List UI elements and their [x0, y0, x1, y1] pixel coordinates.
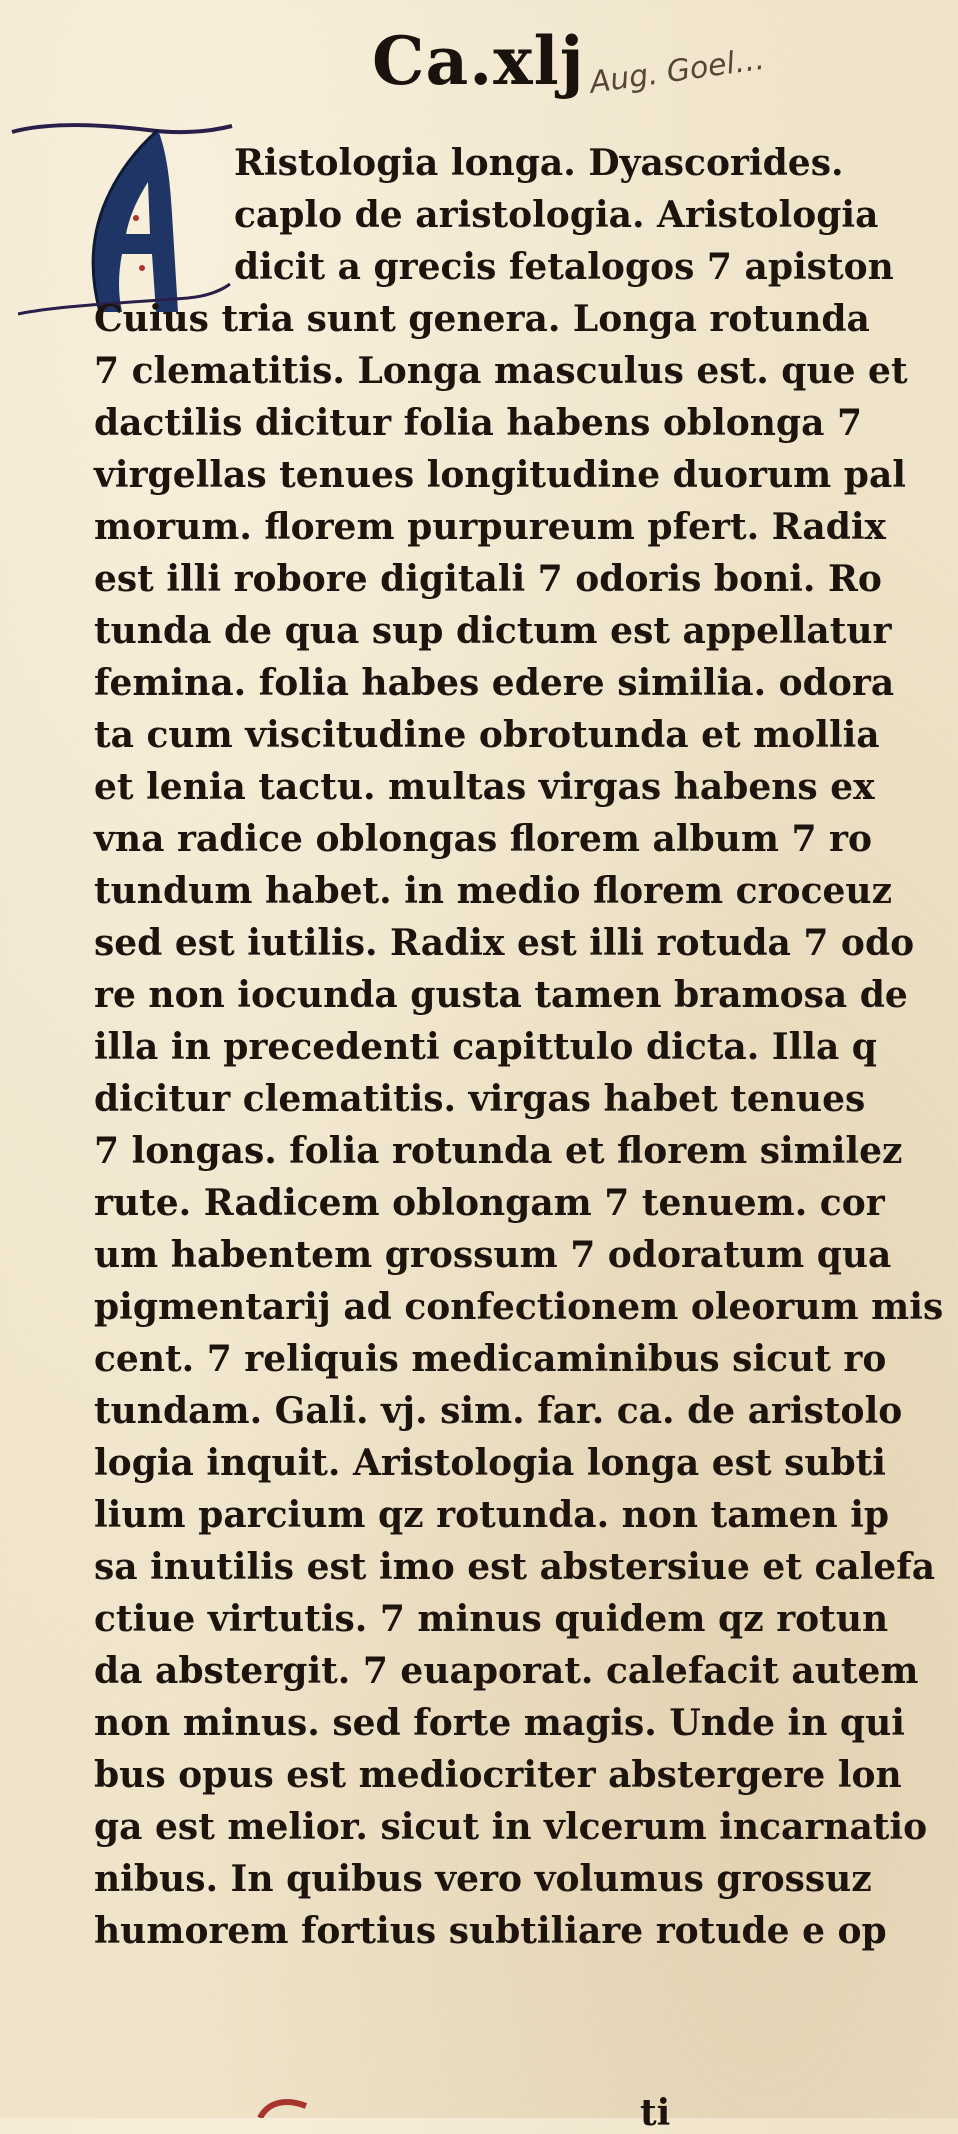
- text-line: tundum habet. in medio florem croceuz: [94, 870, 893, 912]
- text-line: nibus. In quibus vero volumus grossuz: [94, 1858, 872, 1900]
- text-line: pigmentarij ad confectionem oleorum mis: [94, 1286, 944, 1328]
- text-line: logia inquit. Aristologia longa est subti: [94, 1442, 886, 1484]
- handwritten-margin-note: Aug. Goel…: [587, 41, 767, 101]
- text-line: caplo de aristologia. Aristologia: [234, 194, 879, 236]
- text-line: sed est iutilis. Radix est illi rotuda 7 odo: [94, 922, 915, 964]
- text-line: sa inutilis est imo est abstersiue et calefa: [94, 1546, 936, 1588]
- bottom-line-fragment: ti: [640, 2092, 671, 2134]
- text-line: vna radice oblongas florem album 7 ro: [94, 818, 873, 860]
- text-line: re non iocunda gusta tamen bramosa de: [94, 974, 908, 1016]
- text-line: illa in precedenti capittulo dicta. Illa q: [94, 1026, 877, 1068]
- text-line: ta cum viscitudine obrotunda et mollia: [94, 714, 880, 756]
- text-line: tundam. Gali. vj. sim. far. ca. de aristolo: [94, 1390, 903, 1432]
- red-rubric-fragment: [256, 2096, 316, 2118]
- text-line: bus opus est mediocriter abstergere lon: [94, 1754, 902, 1796]
- text-line: est illi robore digitali 7 odoris boni. Ro: [94, 558, 882, 600]
- chapter-heading: Ca.xlj: [372, 22, 585, 100]
- text-line: 7 clematitis. Longa masculus est. que et: [94, 350, 908, 392]
- text-line: dicit a grecis fetalogos 7 apiston: [234, 246, 894, 288]
- text-line: lium parcium qz rotunda. non tamen ip: [94, 1494, 890, 1536]
- text-line: femina. folia habes edere similia. odora: [94, 662, 895, 704]
- decorated-initial-a-icon: [8, 118, 234, 324]
- text-line: morum. florem purpureum pfert. Radix: [94, 506, 887, 548]
- text-line: 7 longas. folia rotunda et florem similez: [94, 1130, 903, 1172]
- text-line: non minus. sed forte magis. Unde in qui: [94, 1702, 905, 1744]
- text-line: da abstergit. 7 euaporat. calefacit autem: [94, 1650, 919, 1692]
- text-line: dactilis dicitur folia habens oblonga 7: [94, 402, 863, 444]
- text-line: ctiue virtutis. 7 minus quidem qz rotun: [94, 1598, 889, 1640]
- text-line: tunda de qua sup dictum est appellatur: [94, 610, 892, 652]
- text-line: um habentem grossum 7 odoratum qua: [94, 1234, 892, 1276]
- text-line: Ristologia longa. Dyascorides.: [234, 142, 844, 184]
- text-line: ga est melior. sicut in vlcerum incarnatio: [94, 1806, 928, 1848]
- text-line: rute. Radicem oblongam 7 tenuem. cor: [94, 1182, 885, 1224]
- text-line: virgellas tenues longitudine duorum pal: [94, 454, 906, 496]
- text-line: cent. 7 reliquis medicaminibus sicut ro: [94, 1338, 887, 1380]
- text-line: humorem fortius subtiliare rotude e op: [94, 1910, 887, 1952]
- text-line: dicitur clematitis. virgas habet tenues: [94, 1078, 866, 1120]
- text-line: et lenia tactu. multas virgas habens ex: [94, 766, 875, 808]
- text-line: Cuius tria sunt genera. Longa rotunda: [94, 298, 870, 340]
